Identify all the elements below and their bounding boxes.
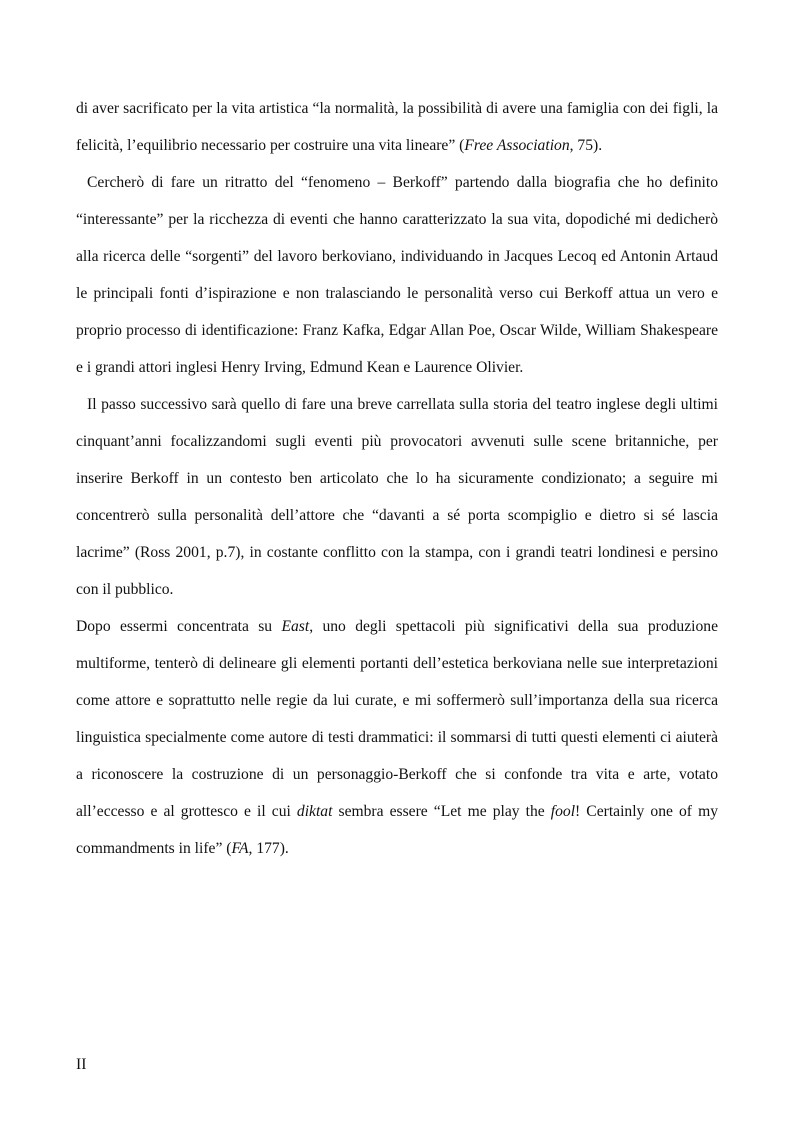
- text-run: Cercherò di fare un ritratto del “fenomeno – Berkoff” partendo dalla biografia che ho definito “interessante” per la ricchezza di eventi che hanno caratterizzato la sua vita, dopodiché mi dedicherò alla ricerca delle “sorgenti” del lavoro berkoviano, individuando in Jacques Lecoq ed Antonin Artaud le principali fonti d’ispirazione e non tralasciando le personalità verso cui Berkoff attua un vero e proprio processo di identificazione: Franz Kafka, Edgar Allan Poe, Oscar Wilde, William Shakespeare e i grandi attori inglesi Henry Irving, Edmund Kean e Laurence Olivier.: [76, 174, 718, 376]
- body-text: [76, 90, 718, 867]
- paragraph-3: [76, 386, 718, 608]
- text-run: 177).: [252, 840, 289, 857]
- text-run: , uno degli spettacoli più significativi della sua produzione multiforme, tenterò di delineare gli elementi portanti dell’estetica berkoviana nelle sue interpretazioni come attore e soprattutto nelle regie da lui curate, e mi soffermerò sull’importanza della sua ricerca linguistica specialmente come autore di testi drammatici: il sommarsi di tutti questi elementi ci aiuterà a riconoscere la costruzione di un personaggio-Berkoff che si confonde tra vita e arte, votato all’eccesso e al grottesco e il cui: [76, 618, 718, 820]
- italic-run: East: [281, 618, 310, 635]
- text-run: Il passo successivo sarà quello di fare una breve carrellata sulla storia del teatro inglese degli ultimi cinquant’anni focalizzandomi sugli eventi più provocatori avvenuti sulle scene britanniche, per inserire Berkoff in un contesto ben articolato che lo ha sicuramente condizionato; a seguire mi concentrerò sulla personalità dell’attore che “davanti a sé porta scompiglio e dietro si sé lascia lacrime” (Ross 2001, p.7), in costante conflitto con la stampa, con i grandi teatri londinesi e persino con il pubblico.: [76, 396, 718, 598]
- italic-run: diktat: [296, 803, 333, 820]
- paragraph-1: [76, 90, 718, 164]
- paragraph-4: [76, 608, 718, 867]
- text-run: sembra essere “Let me play the: [332, 803, 551, 820]
- text-run: Dopo essermi concentrata su: [76, 618, 282, 635]
- text-run: di aver sacrificato per la vita artistica “la normalità, la possibilità di avere una famiglia con dei figli, la felicità, l’equilibrio necessario per costruire una vita lineare” (: [76, 100, 718, 154]
- page-number: II: [76, 1056, 87, 1073]
- italic-run: Free Association: [464, 137, 570, 154]
- text-run: ! Certainly one of my commandments in life” (: [76, 803, 718, 857]
- paragraph-2: [76, 164, 718, 386]
- text-run: , 75).: [569, 137, 603, 154]
- italic-run: fool: [550, 803, 576, 820]
- italic-run: FA,: [231, 840, 253, 857]
